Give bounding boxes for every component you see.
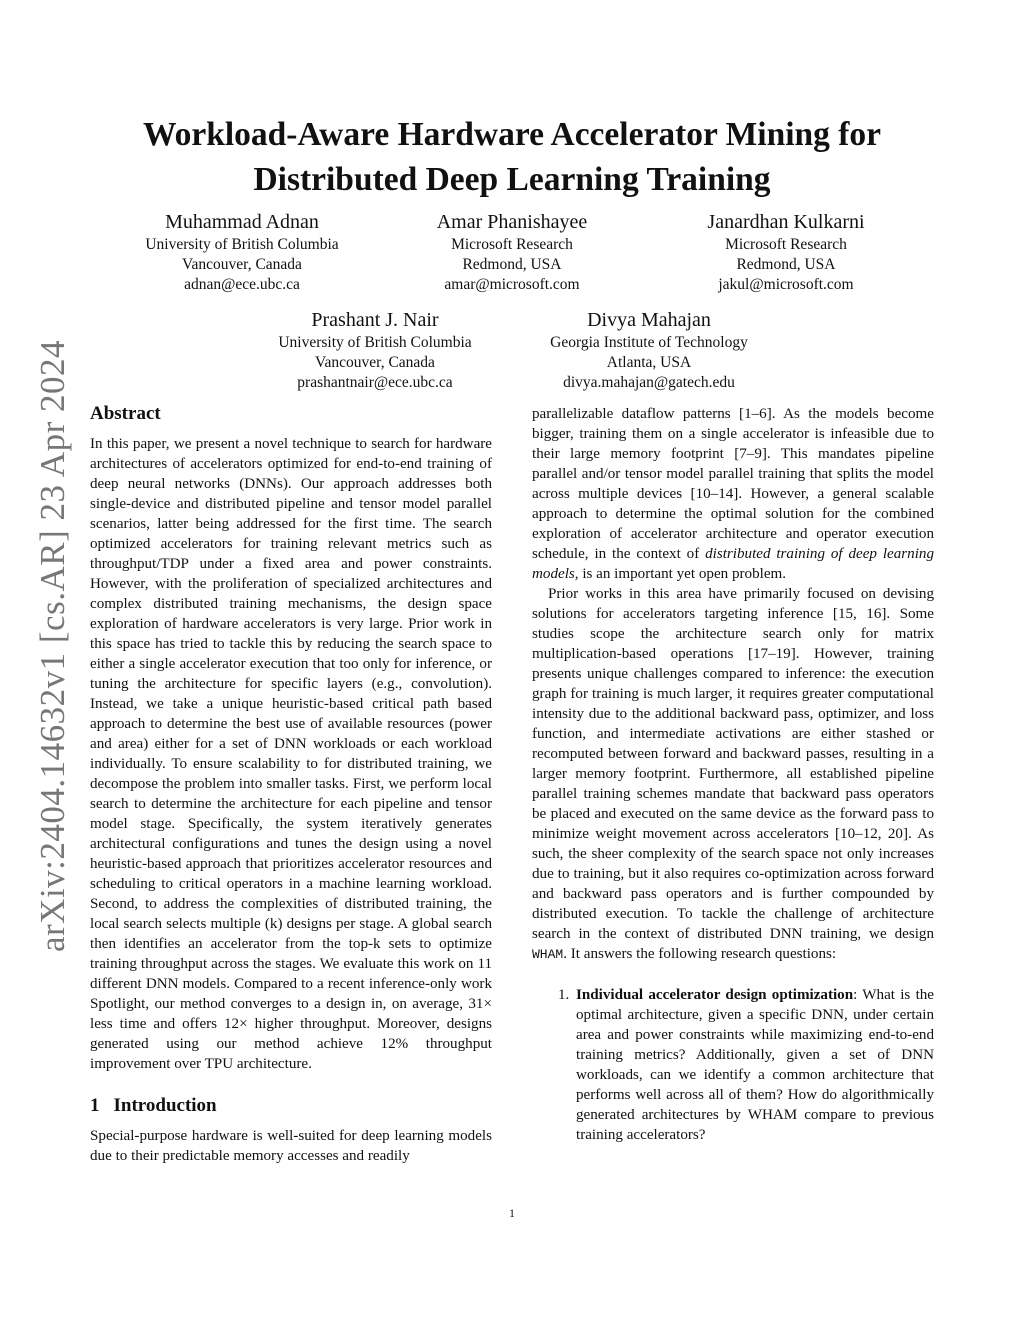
section-heading <box>90 1094 492 1118</box>
paragraph <box>532 404 934 584</box>
text-run: . It answers the following research questions: <box>563 946 837 962</box>
author-email: adnan@ece.ubc.ca <box>184 276 300 293</box>
author-email: divya.mahajan@gatech.edu <box>563 374 735 391</box>
author-location: Redmond, USA <box>462 256 562 273</box>
author-name: Divya Mahajan <box>587 309 711 331</box>
list-number: 1. <box>558 987 570 1003</box>
author-affiliation: University of British Columbia <box>145 236 339 253</box>
system-name: WHAM <box>532 947 564 962</box>
title-line-2: Distributed Deep Learning Training <box>253 161 771 198</box>
list-item-body <box>576 987 934 1143</box>
author-name: Janardhan Kulkarni <box>707 211 865 233</box>
author-email: jakul@microsoft.com <box>718 276 854 293</box>
author-email: amar@microsoft.com <box>444 276 580 293</box>
author-affiliation: Microsoft Research <box>451 236 573 253</box>
section-title: Introduction <box>113 1095 217 1116</box>
author-email: prashantnair@ece.ubc.ca <box>297 374 453 391</box>
emphasis: distributed training of deep learning models <box>532 546 934 582</box>
author-affiliation: Microsoft Research <box>725 236 847 253</box>
author-affiliation: Georgia Institute of Technology <box>550 334 748 351</box>
author-affiliation: University of British Columbia <box>278 334 472 351</box>
list-item <box>532 985 934 1145</box>
author-block <box>245 308 505 393</box>
author-block <box>382 210 642 295</box>
author-location: Vancouver, Canada <box>182 256 302 273</box>
text-run: parallelizable dataflow patterns [1–6]. As the models become bigger, training them on a single accelerator is infeasible due to their large memory footprint [7–9]. This mandates pipeline parallel and/or tensor model parallel training that splits the model across multiple devices [10–14]. However, a general scalable approach to determine the optimal solution for the combined exploration of accelerator architecture and operator execution schedule, in the context of <box>532 406 934 562</box>
paragraph <box>532 584 934 965</box>
author-block <box>519 308 779 393</box>
section-number: 1 <box>90 1095 100 1116</box>
text-run: , is an important yet open problem. <box>574 566 787 582</box>
left-column <box>90 402 492 1166</box>
right-column <box>532 404 934 1145</box>
author-location: Vancouver, Canada <box>315 354 435 371</box>
author-name: Muhammad Adnan <box>165 211 319 233</box>
paper-title <box>0 112 1024 202</box>
abstract-text: In this paper, we present a novel technique to search for hardware architectures of accelerators optimized for end-to-end training of deep neural networks (DNNs). Our approach addresses both single-device and distributed pipeline and tensor model parallel scenarios, latter being addressed for the first time. The search optimized accelerators for training relevant metrics such as throughput/TDP under a fixed area and power constraints. However, with the proliferation of specialized architectures and complex distributed training mechanisms, the design space exploration of hardware accelerators is very large. Prior work in this space has tried to tackle this by reducing the search space to either a single accelerator execution that too only for inference, or tuning the architecture for specific layers (e.g., convolution). Instead, we take a unique heuristic-based critical path based approach to determine the best use of available resources (power and area) either for a set of DNN workloads or each workload individually. To ensure scalability to for distributed training, we decompose the problem into smaller tasks. First, we perform local search to determine the architecture for each pipeline and tensor model stage. Specifically, the system iteratively generates architectural configurations and tunes the design using a novel heuristic-based approach that prioritizes accelerator resources and scheduling to critical operators in a machine learning workload. Second, to address the complexities of distributed training, the local search selects multiple (k) designs per stage. A global search then identifies an accelerator from the top-k sets to optimize training throughput across the stages. We evaluate this work on 11 different DNN models. Compared to a recent inference-only work Spotlight, our method converges to a design in, on average, 31× less time and offers 12× higher throughput. Moreover, designs generated using our method achieve 12% throughput improvement over TPU architecture. <box>90 436 492 1072</box>
arxiv-id: arXiv:2404.14632v1 [cs.AR] 23 Apr 2024 <box>33 339 72 953</box>
author-block <box>112 210 372 295</box>
author-name: Prashant J. Nair <box>311 309 439 331</box>
author-location: Atlanta, USA <box>606 354 692 371</box>
text-run: : What is the optimal architecture, given a specific DNN, under certain area and power constraints while maximizing end-to-end training metrics? Additionally, given a set of DNN workloads, can we identify a common architecture that performs well across all of them? How do algorithmically generated architectures by WHAM compare to previous training accelerators? <box>576 987 935 1143</box>
paragraph: Special-purpose hardware is well-suited for deep learning models due to their predictable memory accesses and readily <box>90 1128 492 1164</box>
author-block <box>656 210 916 295</box>
list-item-heading: Individual accelerator design optimization <box>576 987 854 1003</box>
text-run: Prior works in this area have primarily focused on devising solutions for accelerators targeting inference [15, 16]. Some studies scope the architecture search only for matrix multiplication-based operations [17–19]. However, training presents unique challenges compared to inference: the execution graph for training is much larger, it requires greater computational intensity due to the additional backward pass, optimizer, and loss function, and intermediate activations are either stashed or recomputed between forward and backward passes, resulting in a larger memory footprint. Furthermore, all established pipeline parallel training schemes mandate that backward pass operators be placed and executed on the same device as the forward pass to minimize weight movement across accelerators [10–12, 20]. As such, the sheer complexity of the search space not only increases due to training, but it also requires co-optimization across forward and backward pass operators and is further compounded by distributed execution. To tackle the challenge of architecture search in the context of distributed DNN training, we design <box>532 586 934 942</box>
page-number: 1 <box>509 1206 515 1220</box>
author-name: Amar Phanishayee <box>436 211 588 233</box>
author-location: Redmond, USA <box>736 256 836 273</box>
title-line-1: Workload-Aware Hardware Accelerator Mining for <box>142 116 882 153</box>
abstract-heading: Abstract <box>90 403 161 424</box>
